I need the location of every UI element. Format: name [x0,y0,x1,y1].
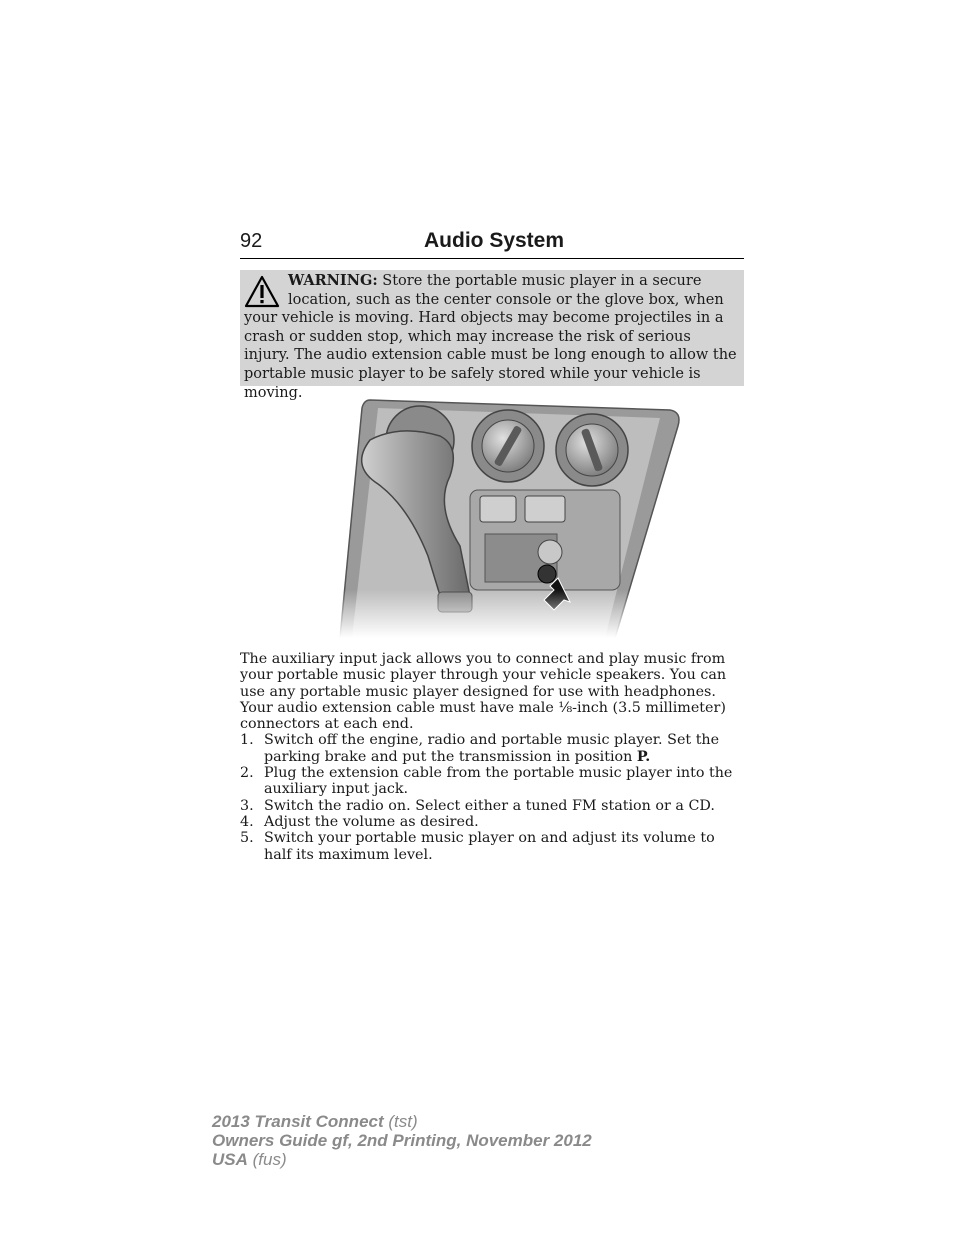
list-item [240,814,744,830]
list-item [240,765,744,798]
footer-line-3 [212,1150,592,1169]
list-item [240,798,744,814]
step-number: 2. [240,765,254,782]
section-title: Audio System [424,229,565,252]
step-text: Switch your portable music player on and adjust its volume to half its maximum level. [264,830,715,863]
list-item [240,732,744,765]
step-text: Plug the extension cable from the portable music player into the auxiliary input jack. [264,765,733,798]
step-number: 5. [240,830,254,847]
warning-text: Store the portable music player in a secure location, such as the center console or the glove box, when your vehicle is moving. Hard objects may become projectiles in a crash or sudden stop, which may increase the risk of serious injury. The audio extension cable must be long enough to allow the portable music player to be safely stored while your vehicle is moving. [244,273,737,401]
footer-model-code: (tst) [383,1112,418,1131]
body-text [240,651,744,863]
step-number: 3. [240,797,254,814]
intro-paragraph: The auxiliary input jack allows you to connect and play music from your portable music player through your vehicle speakers. You can use any portable music player designed for use with headphones. Your audio extension cable must have male ⅛-inch (3.5 millimeter) connectors at each end. [240,651,727,733]
footer-market: USA [212,1150,248,1169]
warning-label: WARNING: [288,272,378,289]
step-bold: P. [636,748,651,765]
aux-input-jack-illustration [330,396,690,638]
footer-line-1 [212,1112,592,1131]
page-number: 92 [240,230,263,252]
step-text: Adjust the volume as desired. [264,813,479,830]
document-footer [212,1112,592,1169]
footer-line-2 [212,1131,592,1150]
step-number: 4. [240,813,254,830]
footer-model: 2013 Transit Connect [212,1112,384,1131]
step-text: Switch the radio on. Select either a tuned FM station or a CD. [264,797,715,814]
warning-box [240,270,744,401]
warning-triangle-icon [244,275,280,309]
step-text: Switch off the engine, radio and portable music player. Set the parking brake and put the transmission in position [264,732,720,765]
page-header [240,228,744,259]
step-number: 1. [240,732,254,749]
list-item [240,830,744,863]
steps-list [240,732,744,862]
footer-edition: Owners Guide gf, 2nd Printing, November 2012 [212,1131,592,1150]
footer-market-code: (fus) [247,1150,287,1169]
